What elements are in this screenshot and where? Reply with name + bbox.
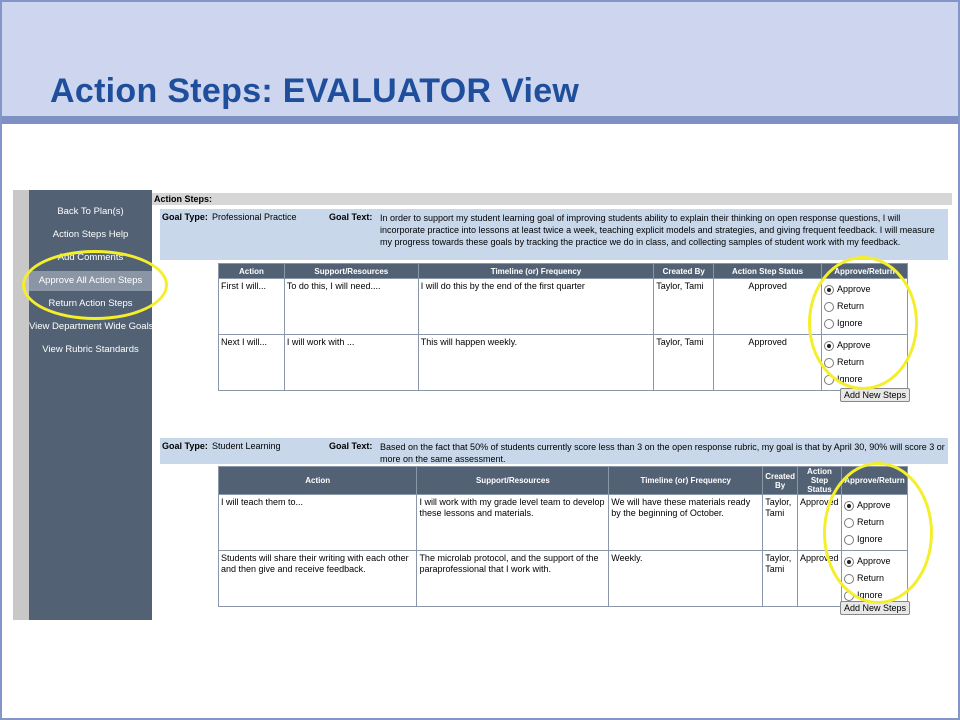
action-steps-table: [218, 466, 908, 607]
timeline-cell: Weekly.: [609, 551, 763, 607]
sidebar-item-department-goals[interactable]: View Department Wide Goals: [29, 321, 154, 332]
table-row: [219, 335, 908, 391]
ignore-option[interactable]: Ignore: [824, 371, 905, 388]
radio-selected-icon[interactable]: [824, 285, 834, 295]
action-cell: First I will...: [219, 279, 285, 335]
status-cell: Approved: [798, 551, 842, 607]
return-option[interactable]: Return: [824, 354, 905, 371]
radio-selected-icon[interactable]: [844, 557, 854, 567]
radio-selected-icon[interactable]: [844, 501, 854, 511]
approve-return-cell: [841, 495, 907, 551]
column-header: Support/Resources: [284, 264, 418, 279]
radio-icon[interactable]: [824, 358, 834, 368]
add-new-steps-button[interactable]: Add New Steps: [840, 388, 910, 402]
radio-selected-icon[interactable]: [824, 341, 834, 351]
timeline-cell: This will happen weekly.: [418, 335, 654, 391]
status-cell: Approved: [798, 495, 842, 551]
support-cell: I will work with my grade level team to develop these lessons and materials.: [417, 495, 609, 551]
action-steps-table: [218, 263, 908, 391]
column-header: Action: [219, 264, 285, 279]
support-cell: I will work with ...: [284, 335, 418, 391]
goal-header: [160, 438, 948, 464]
created-by-cell: Taylor, Tami: [763, 495, 798, 551]
return-option[interactable]: Return: [844, 570, 905, 587]
sidebar-item-action-steps-help[interactable]: Action Steps Help: [52, 229, 129, 240]
column-header: Created By: [763, 467, 798, 495]
approve-option[interactable]: Approve: [844, 553, 905, 570]
approve-return-cell: [822, 335, 908, 391]
created-by-cell: Taylor, Tami: [654, 279, 714, 335]
ignore-option[interactable]: Ignore: [844, 531, 905, 548]
radio-icon[interactable]: [824, 302, 834, 312]
goal-header: [160, 209, 948, 260]
column-header: Timeline (or) Frequency: [418, 264, 654, 279]
add-new-steps-button[interactable]: Add New Steps: [840, 601, 910, 615]
created-by-cell: Taylor, Tami: [763, 551, 798, 607]
goal-type-value: Professional Practice: [212, 212, 297, 222]
created-by-cell: Taylor, Tami: [654, 335, 714, 391]
radio-icon[interactable]: [844, 591, 854, 601]
ignore-option[interactable]: Ignore: [844, 587, 905, 604]
status-cell: Approved: [714, 335, 822, 391]
goal-text-value: In order to support my student learning goal of improving students ability to explain their thinking on open response questions, I will incorporate practice into lessons at least twice a week, teaching explicit models and strategies, and giving frequent feedback. I will measure my progress towards these goals by tracking the practice we do in class, and collecting samples of student work with my feedback.: [380, 213, 935, 247]
header-divider: [2, 116, 958, 124]
radio-icon[interactable]: [824, 375, 834, 385]
radio-icon[interactable]: [844, 574, 854, 584]
return-option[interactable]: Return: [844, 514, 905, 531]
status-cell: Approved: [714, 279, 822, 335]
sidebar: [29, 190, 152, 620]
table-row: [219, 279, 908, 335]
goal-text-label: Goal Text:: [329, 441, 373, 451]
radio-icon[interactable]: [824, 319, 834, 329]
radio-icon[interactable]: [844, 518, 854, 528]
action-cell: Students will share their writing with each other and then give and receive feedback.: [219, 551, 417, 607]
radio-icon[interactable]: [844, 535, 854, 545]
sidebar-item-approve-all[interactable]: Approve All Action Steps: [29, 271, 152, 291]
column-header: Action Step Status: [798, 467, 842, 495]
timeline-cell: We will have these materials ready by the beginning of October.: [609, 495, 763, 551]
goal-text-label: Goal Text:: [329, 212, 373, 222]
table-row: [219, 551, 908, 607]
sidebar-item-return-action-steps[interactable]: Return Action Steps: [48, 298, 133, 309]
approve-option[interactable]: Approve: [824, 337, 905, 354]
sidebar-item-add-comments[interactable]: Add Comments: [57, 252, 124, 263]
table-header-row: [219, 467, 908, 495]
table-header-row: [219, 264, 908, 279]
screenshot-edge: [13, 190, 29, 620]
timeline-cell: I will do this by the end of the first quarter: [418, 279, 654, 335]
return-option[interactable]: Return: [824, 298, 905, 315]
column-header: Timeline (or) Frequency: [609, 467, 763, 495]
column-header: Action: [219, 467, 417, 495]
goal-type-value: Student Learning: [212, 441, 281, 451]
goal-text-value: Based on the fact that 50% of students currently score less than 3 on the open response rubric, my goal is that by April 30, 90% will score 3 or more on the same assessment.: [380, 442, 945, 464]
column-header: Created By: [654, 264, 714, 279]
approve-return-cell: [841, 551, 907, 607]
support-cell: The microlab protocol, and the support of the paraprofessional that I work with.: [417, 551, 609, 607]
sidebar-item-back-to-plans[interactable]: Back To Plan(s): [57, 206, 124, 217]
approve-option[interactable]: Approve: [824, 281, 905, 298]
approve-return-cell: [822, 279, 908, 335]
column-header: Action Step Status: [714, 264, 822, 279]
goal-type-label: Goal Type:: [162, 441, 208, 451]
action-cell: I will teach them to...: [219, 495, 417, 551]
ignore-option[interactable]: Ignore: [824, 315, 905, 332]
sidebar-item-rubric-standards[interactable]: View Rubric Standards: [42, 344, 139, 355]
table-row: [219, 495, 908, 551]
goal-type-label: Goal Type:: [162, 212, 208, 222]
action-cell: Next I will...: [219, 335, 285, 391]
section-label: Action Steps:: [152, 193, 952, 205]
column-header: Approve/Return: [841, 467, 907, 495]
slide-title: Action Steps: EVALUATOR View: [50, 72, 580, 110]
approve-option[interactable]: Approve: [844, 497, 905, 514]
column-header: Approve/Return: [822, 264, 908, 279]
column-header: Support/Resources: [417, 467, 609, 495]
support-cell: To do this, I will need....: [284, 279, 418, 335]
